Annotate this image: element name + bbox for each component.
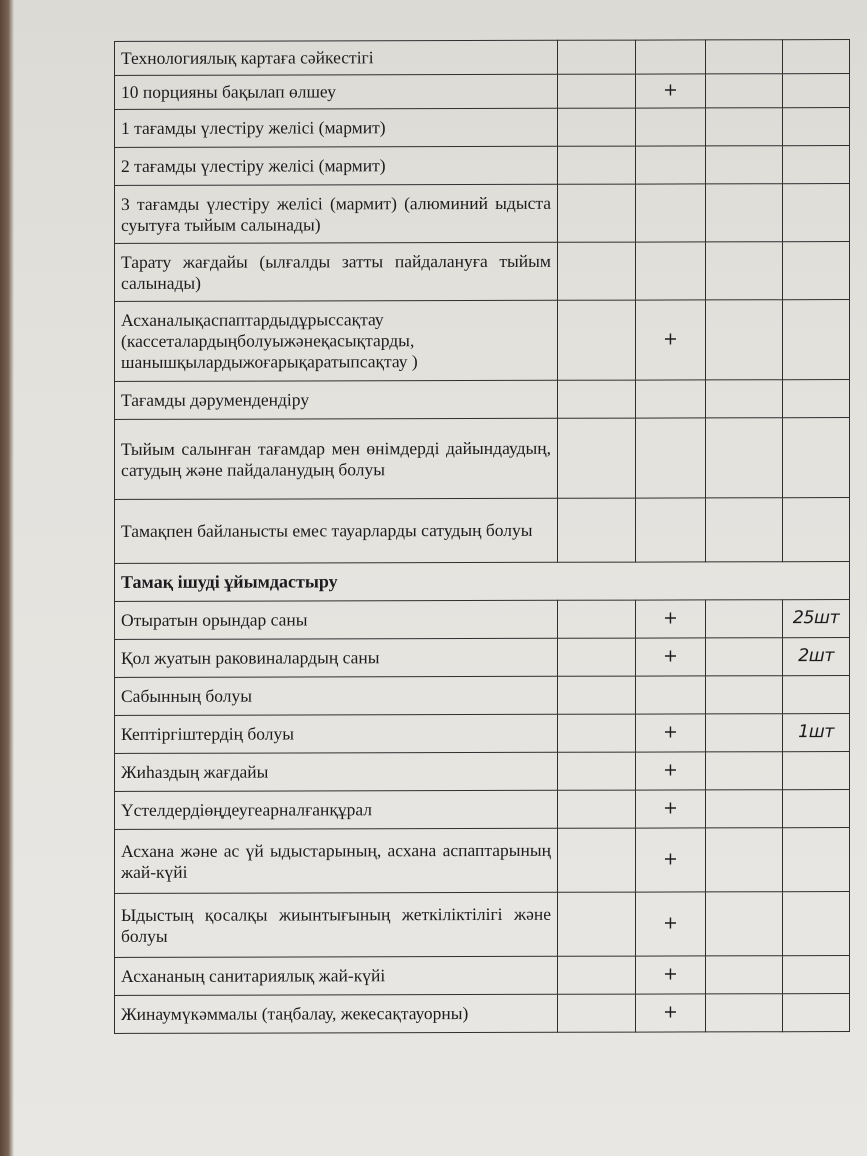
check-cell	[706, 108, 783, 146]
check-cell	[558, 146, 636, 184]
table-row	[115, 676, 850, 716]
table-row	[115, 892, 850, 958]
row-label: Жинаумүкәммалы (таңбалау, жекесақтауорны)	[115, 994, 558, 1033]
note-cell	[783, 380, 850, 418]
check-cell	[706, 828, 783, 892]
row-label: Жиһаздың жағдайы	[115, 752, 558, 791]
table-row	[115, 184, 850, 244]
table-row	[115, 108, 850, 148]
table-row	[115, 418, 850, 500]
check-cell: +	[636, 300, 706, 380]
check-cell	[706, 242, 783, 300]
table-row	[115, 300, 850, 382]
table-row	[115, 498, 850, 564]
check-cell	[706, 184, 783, 242]
table-row	[115, 146, 850, 186]
section-header-row	[115, 562, 850, 602]
table-row	[115, 242, 850, 302]
table-row	[115, 790, 850, 830]
row-label: 10 порцияны бақылап өлшеу	[115, 74, 558, 109]
note-cell	[783, 752, 850, 790]
check-cell: +	[636, 892, 706, 956]
check-cell	[558, 498, 636, 562]
table-row	[115, 600, 850, 640]
check-cell	[636, 418, 706, 498]
check-cell: +	[636, 74, 706, 108]
row-label: Тыйым салынған тағамдар мен өнімдерді дайындаудың, сатудың және пайдаланудың болуы	[115, 418, 558, 499]
note-cell	[783, 418, 850, 498]
check-cell	[706, 498, 783, 562]
section-title: Тамақ ішуді ұйымдастыру	[115, 562, 850, 602]
check-cell	[558, 676, 636, 714]
row-label: 3 тағамды үлестіру желісі (мармит) (алюминий ыдыста суытуға тыйым салынады)	[115, 184, 558, 243]
note-cell: 25шт	[783, 600, 850, 638]
check-cell	[558, 828, 636, 892]
note-cell	[783, 676, 850, 714]
table-row	[115, 638, 850, 678]
check-cell	[706, 956, 783, 994]
table-row	[115, 994, 850, 1034]
check-cell: +	[636, 956, 706, 994]
note-cell	[783, 790, 850, 828]
check-cell: +	[636, 828, 706, 892]
row-label: Тағамды дәрумендендіру	[115, 380, 558, 419]
check-cell: +	[636, 714, 706, 752]
check-cell	[706, 752, 783, 790]
row-label: 1 тағамды үлестіру желісі (мармит)	[115, 108, 558, 147]
check-cell	[558, 638, 636, 676]
check-cell	[706, 714, 783, 752]
check-cell	[636, 498, 706, 562]
check-cell	[558, 790, 636, 828]
check-cell	[706, 676, 783, 714]
check-cell	[558, 956, 636, 994]
check-cell	[706, 790, 783, 828]
table-row	[115, 40, 850, 76]
check-cell	[558, 300, 636, 380]
check-cell	[636, 184, 706, 242]
check-cell	[706, 300, 783, 380]
table-row	[115, 828, 850, 894]
note-cell	[783, 184, 850, 242]
inspection-table	[114, 39, 850, 1034]
check-cell	[636, 146, 706, 184]
check-cell: +	[636, 790, 706, 828]
check-cell	[706, 146, 783, 184]
row-label: Ыдыстың қосалқы жиынтығының жеткіліктілігі және болуы	[115, 892, 558, 957]
background-edge	[0, 0, 14, 1156]
check-cell	[706, 994, 783, 1032]
check-cell	[558, 40, 636, 74]
row-label: Сабынның болуы	[115, 676, 558, 715]
note-cell	[783, 994, 850, 1032]
check-cell	[706, 892, 783, 956]
table-row	[115, 380, 850, 420]
check-cell	[558, 418, 636, 498]
note-cell	[783, 498, 850, 562]
check-cell	[558, 74, 636, 108]
check-cell	[706, 380, 783, 418]
check-cell	[558, 108, 636, 146]
check-cell: +	[636, 752, 706, 790]
note-cell	[783, 146, 850, 184]
note-cell	[783, 300, 850, 380]
check-cell	[558, 752, 636, 790]
check-cell	[558, 184, 636, 242]
check-cell	[636, 676, 706, 714]
row-label: Асхананың санитариялық жай-күйі	[115, 956, 558, 995]
check-cell	[636, 380, 706, 418]
row-label: Тамақпен байланысты емес тауарларды сатудың болуы	[115, 498, 558, 563]
row-label: Технологиялық картаға сәйкестігі	[115, 40, 558, 75]
table-row	[115, 956, 850, 996]
row-label: Асхана және ас үй ыдыстарының, асхана аспаптарының жай-күйі	[115, 828, 558, 893]
check-cell	[636, 242, 706, 300]
paper-sheet	[14, 0, 867, 1156]
check-cell	[706, 40, 783, 74]
check-cell: +	[636, 994, 706, 1032]
note-cell	[783, 74, 850, 108]
check-cell	[558, 892, 636, 956]
check-cell	[706, 638, 783, 676]
note-cell	[783, 108, 850, 146]
row-label: Үстелдердіөңдеугеарналғанқұрал	[115, 790, 558, 829]
row-label: Отыратын орындар саны	[115, 600, 558, 639]
table-row	[115, 74, 850, 110]
table-row	[115, 714, 850, 754]
row-label: 2 тағамды үлестіру желісі (мармит)	[115, 146, 558, 185]
row-label: Кептіргіштердің болуы	[115, 714, 558, 753]
check-cell: +	[636, 600, 706, 638]
note-cell	[783, 956, 850, 994]
check-cell	[636, 108, 706, 146]
check-cell	[636, 40, 706, 74]
note-cell: 1шт	[783, 714, 850, 752]
note-cell	[783, 40, 850, 74]
row-label: Асханалықаспаптардыдұрыссақтау (кассеталардыңболуыжәнеқасықтарды, шанышқылардыжоғарықаратыпсақтау )	[115, 300, 558, 381]
check-cell: +	[636, 638, 706, 676]
table-row	[115, 752, 850, 792]
row-label: Қол жуатын раковиналардың саны	[115, 638, 558, 677]
check-cell	[558, 714, 636, 752]
note-cell	[783, 242, 850, 300]
check-cell	[558, 994, 636, 1032]
check-cell	[706, 74, 783, 108]
check-cell	[558, 600, 636, 638]
check-cell	[558, 380, 636, 418]
check-cell	[706, 600, 783, 638]
check-cell	[706, 418, 783, 498]
note-cell	[783, 892, 850, 956]
check-cell	[558, 242, 636, 300]
note-cell	[783, 828, 850, 892]
note-cell: 2шт	[783, 638, 850, 676]
row-label: Тарату жағдайы (ылғалды затты пайдалануға тыйым салынады)	[115, 242, 558, 301]
